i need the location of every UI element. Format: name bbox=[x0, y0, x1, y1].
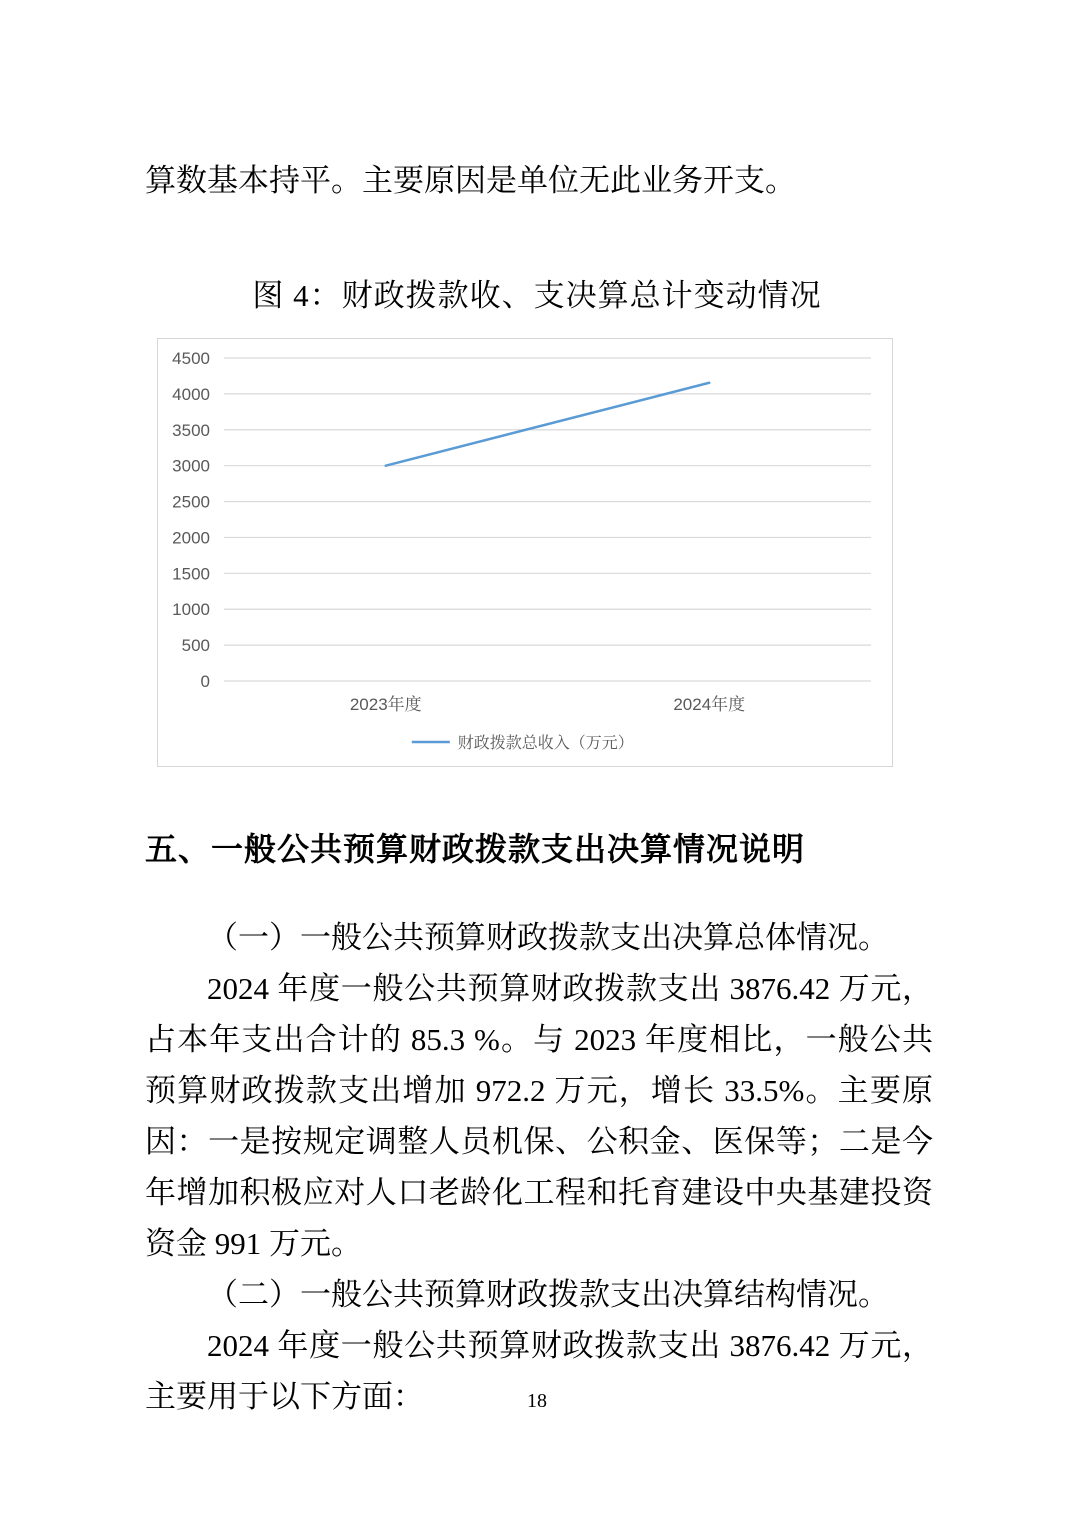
x-axis-label: 2024年度 bbox=[673, 695, 746, 714]
x-axis-label: 2023年度 bbox=[349, 695, 422, 714]
paragraph-1: （一）一般公共预算财政拨款支出决算总体情况。 bbox=[207, 920, 889, 955]
section-heading: 五、一般公共预算财政拨款支出决算情况说明 bbox=[145, 831, 806, 867]
y-axis-tick-label: 500 bbox=[181, 636, 210, 656]
figure-title: 图 4：财政拨款收、支决算总计变动情况 bbox=[252, 278, 822, 313]
y-axis-tick-label: 2000 bbox=[172, 528, 210, 548]
section-body bbox=[145, 912, 933, 1422]
paragraph-4: 2024 年度一般公共预算财政拨款支出 3876.42 万元，主要用于以下方面： bbox=[145, 1328, 933, 1414]
y-axis-tick-label: 4000 bbox=[172, 384, 210, 404]
y-axis-tick-label: 1500 bbox=[172, 564, 210, 584]
y-axis-tick-label: 3000 bbox=[172, 456, 210, 476]
legend-label: 财政拨款总收入（万元） bbox=[457, 735, 634, 752]
page-number: 18 bbox=[527, 1390, 547, 1412]
line-chart-canvas bbox=[158, 339, 892, 766]
y-axis-tick-label: 2500 bbox=[172, 492, 210, 512]
y-axis-tick-label: 1000 bbox=[172, 600, 210, 620]
paragraph-3: （二）一般公共预算财政拨款支出决算结构情况。 bbox=[207, 1277, 889, 1312]
paragraph-2: 2024 年度一般公共预算财政拨款支出 3876.42 万元，占本年支出合计的 85.3 %。与 2023 年度相比，一般公共预算财政拨款支出增加 972.2 万元，增长 33.5%。主要原因：一是按规定调整人员机保、公积金、医保等；二是今年增加积极应对人口老龄化工程和托育建设中央基建投资资金 991 万元。 bbox=[145, 971, 933, 1261]
y-axis-tick-label: 3500 bbox=[172, 420, 210, 440]
y-axis-tick-label: 0 bbox=[200, 672, 210, 691]
figure-4-chart bbox=[157, 338, 893, 767]
y-axis-tick-label: 4500 bbox=[172, 349, 210, 368]
intro-paragraph: 算数基本持平。主要原因是单位无此业务开支。 bbox=[145, 163, 796, 198]
series-line bbox=[386, 383, 710, 466]
